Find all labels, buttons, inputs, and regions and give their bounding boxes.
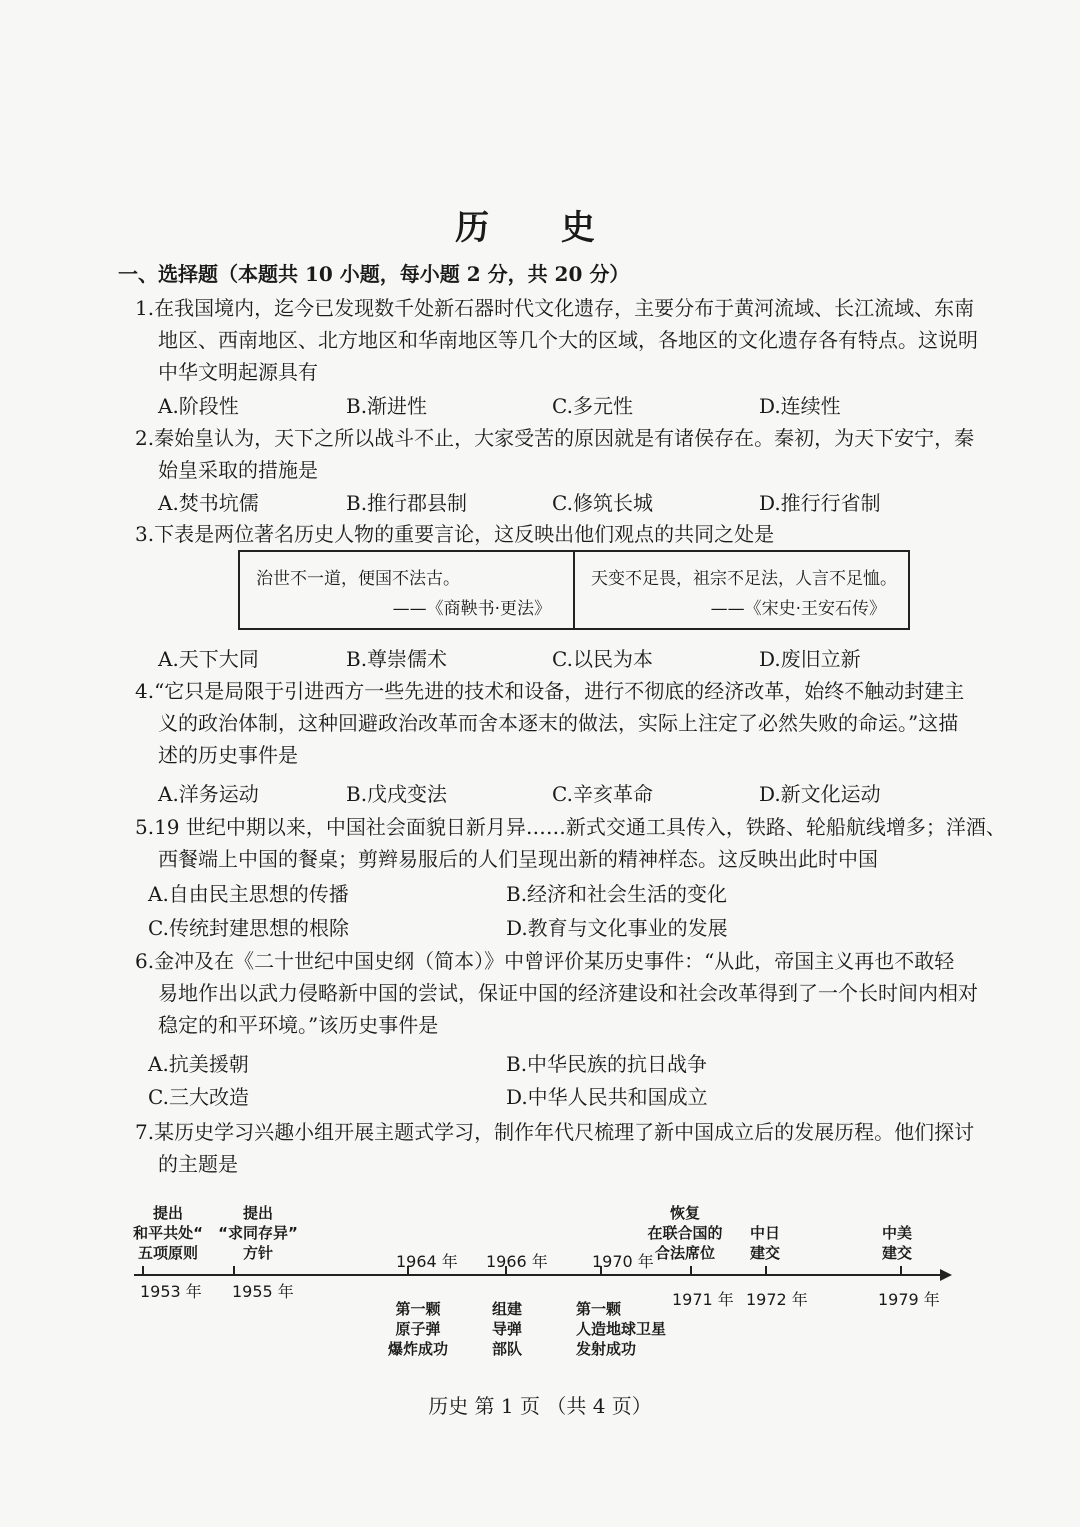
question-text: 2.秦始皇认为，天下之所以战斗不止，大家受苦的原因就是有诸侯存在。秦初，为天下安宁，秦: [135, 426, 975, 450]
event-1972-above: [740, 1223, 790, 1263]
question-text: 6.金冲及在《二十世纪中国史纲（简本）》中曾评价某历史事件：“从此，帝国主义再也不敢轻: [135, 949, 955, 973]
event-label: 部队: [491, 1340, 522, 1358]
quote-text: 天变不足畏，祖宗不足法，人言不足恤。: [591, 569, 897, 589]
question-5: [135, 811, 1015, 875]
quote-cell-right: [573, 552, 908, 628]
question-4: [135, 675, 1015, 771]
year-1979: 1979 年: [878, 1290, 940, 1309]
option-a[interactable]: A.焚书坑儒: [158, 491, 259, 515]
option-c[interactable]: C.多元性: [552, 394, 633, 418]
option-d[interactable]: D.新文化运动: [759, 782, 881, 806]
event-label: 和平共处“: [133, 1224, 203, 1242]
quote-source: ——《宋史·王安石传》: [710, 599, 886, 619]
quote-cell-left: [240, 552, 573, 628]
event-1970-below: [576, 1299, 706, 1359]
event-1979-above: [872, 1223, 922, 1263]
event-label: 提出: [152, 1204, 183, 1222]
page-footer: 历史 第 1 页 （共 4 页）: [428, 1394, 652, 1418]
option-d[interactable]: D.教育与文化事业的发展: [506, 916, 728, 940]
question-text: 义的政治体制，这种回避政治改革而舍本逐末的做法，实际上注定了必然失败的命运。”这描: [158, 711, 959, 735]
option-b[interactable]: B.戊戌变法: [346, 782, 448, 806]
option-d[interactable]: D.废旧立新: [759, 647, 861, 671]
year-1972: 1972 年: [746, 1290, 808, 1309]
event-label: 中日: [749, 1224, 780, 1242]
event-label: 五项原则: [137, 1244, 198, 1262]
option-a[interactable]: A.抗美援朝: [148, 1052, 249, 1076]
option-c[interactable]: C.辛亥革命: [552, 782, 653, 806]
event-label: 爆炸成功: [387, 1340, 448, 1358]
question-text: 稳定的和平环境。”该历史事件是: [158, 1013, 439, 1037]
event-label: 合法席位: [654, 1244, 715, 1262]
year-1970: 1970 年: [592, 1252, 654, 1271]
question-text: 4.“它只是局限于引进西方一些先进的技术和设备，进行不彻底的经济改革，始终不触动封建主: [135, 679, 965, 703]
question-text: 中华文明起源具有: [158, 360, 318, 384]
quote-table: [238, 550, 910, 630]
tick-1953: [142, 1266, 144, 1275]
event-label: 原子弹: [395, 1320, 441, 1338]
question-3: [135, 518, 1015, 550]
tick-1971: [690, 1266, 692, 1275]
question-text: 述的历史事件是: [158, 743, 298, 767]
option-d[interactable]: D.连续性: [759, 394, 841, 418]
option-d[interactable]: D.推行行省制: [759, 491, 881, 515]
question-7: [135, 1116, 1015, 1180]
option-a[interactable]: A.自由民主思想的传播: [148, 882, 349, 906]
event-label: “求同存异”: [218, 1224, 298, 1242]
question-text: 地区、西南地区、北方地区和华南地区等几个大的区域，各地区的文化遗存各有特点。这说明: [158, 328, 978, 352]
event-1953: [128, 1203, 208, 1263]
option-b[interactable]: B.中华民族的抗日战争: [506, 1052, 708, 1076]
option-c[interactable]: C.以民为本: [552, 647, 653, 671]
option-b[interactable]: B.渐进性: [346, 394, 428, 418]
event-label: 组建: [491, 1300, 522, 1318]
option-c[interactable]: C.三大改造: [148, 1085, 249, 1109]
question-text: 1.在我国境内，迄今已发现数千处新石器时代文化遗存，主要分布于黄河流域、长江流域、东南: [135, 296, 975, 320]
event-1966-below: [482, 1299, 532, 1359]
page-title: 历 史: [455, 208, 625, 248]
year-1964: 1964 年: [396, 1252, 458, 1271]
quote-text: 治世不一道，便国不法古。: [256, 569, 460, 589]
event-1955: [206, 1203, 310, 1263]
event-label: 方针: [242, 1244, 273, 1262]
event-label: 恢复: [669, 1204, 700, 1222]
event-label: 第一颗: [576, 1300, 622, 1318]
question-text: 3.下表是两位著名历史人物的重要言论，这反映出他们观点的共同之处是: [135, 522, 775, 546]
timeline-axis: [134, 1274, 944, 1276]
section-heading: 一、选择题（本题共 10 小题，每小题 2 分，共 20 分）: [118, 262, 630, 286]
question-text: 始皇采取的措施是: [158, 458, 318, 482]
tick-1979: [900, 1266, 902, 1275]
option-a[interactable]: A.阶段性: [158, 394, 239, 418]
event-label: 在联合国的: [647, 1224, 723, 1242]
tick-1955: [233, 1266, 235, 1275]
option-a[interactable]: A.天下大同: [158, 647, 259, 671]
event-label: 提出: [242, 1204, 273, 1222]
option-a[interactable]: A.洋务运动: [158, 782, 259, 806]
option-d[interactable]: D.中华人民共和国成立: [506, 1085, 708, 1109]
event-label: 建交: [749, 1244, 780, 1262]
timeline-chart: [120, 1195, 960, 1365]
event-label: 发射成功: [576, 1340, 637, 1358]
event-label: 人造地球卫星: [576, 1320, 667, 1338]
option-b[interactable]: B.尊崇儒术: [346, 647, 448, 671]
question-1: [135, 292, 1015, 388]
tick-1972: [765, 1266, 767, 1275]
event-1964-below: [378, 1299, 458, 1359]
year-1953: 1953 年: [140, 1282, 202, 1301]
option-c[interactable]: C.修筑长城: [552, 491, 653, 515]
option-c[interactable]: C.传统封建思想的根除: [148, 916, 349, 940]
option-b[interactable]: B.经济和社会生活的变化: [506, 882, 728, 906]
event-label: 建交: [881, 1244, 912, 1262]
year-1966: 1966 年: [486, 1252, 548, 1271]
question-2: [135, 422, 1015, 486]
option-b[interactable]: B.推行郡县制: [346, 491, 468, 515]
event-label: 第一颗: [395, 1300, 441, 1318]
question-text: 西餐端上中国的餐桌；剪辫易服后的人们呈现出新的精神样态。这反映出此时中国: [158, 847, 878, 871]
quote-source: ——《商鞅书·更法》: [392, 599, 551, 619]
event-label: 中美: [881, 1224, 912, 1242]
timeline-arrow: [940, 1269, 952, 1281]
question-6: [135, 945, 1015, 1041]
question-text: 7.某历史学习兴趣小组开展主题式学习，制作年代尺梳理了新中国成立后的发展历程。他们探讨: [135, 1120, 975, 1144]
event-label: 导弹: [491, 1320, 522, 1338]
question-text: 5.19 世纪中期以来，中国社会面貌日新月异……新式交通工具传入，铁路、轮船航线增多；洋酒、: [135, 815, 1006, 839]
year-1955: 1955 年: [232, 1282, 294, 1301]
question-text: 的主题是: [158, 1152, 238, 1176]
question-text: 易地作出以武力侵略新中国的尝试，保证中国的经济建设和社会改革得到了一个长时间内相对: [158, 981, 978, 1005]
year-1971: 1971 年: [672, 1290, 734, 1309]
